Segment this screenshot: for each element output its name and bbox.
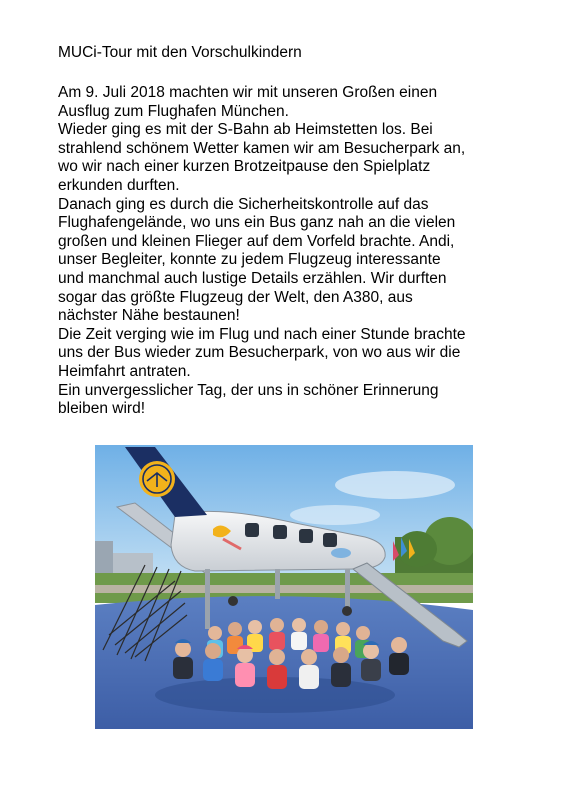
body-line: Wieder ging es mit der S-Bahn ab Heimstetten los. Bei [58,121,433,139]
playground-airplane-photo [95,445,473,729]
body-line: Die Zeit verging wie im Flug und nach einer Stunde brachte [58,325,466,343]
body-line: Ein unvergesslicher Tag, der uns in schöner Erinnerung [58,381,439,399]
body-line: Heimfahrt antraten. [58,362,191,380]
body-line: großen und kleinen Flieger auf dem Vorfeld brachte. Andi, [58,232,455,250]
body-line: uns der Bus wieder zum Besucherpark, von wo aus wir die [58,344,461,362]
body-line: Am 9. Juli 2018 machten wir mit unseren Großen einen [58,84,438,101]
body-line: und manchmal auch lustige Details erzählen. Wir durften [58,269,447,287]
document-body [58,84,518,419]
body-line: strahlend schönem Wetter kamen wir am Besucherpark an, [58,139,466,157]
body-line: Ausflug zum Flughafen München. [58,102,289,120]
body-line: unser Begleiter, konnte zu jedem Flugzeug interessante [58,251,441,269]
body-line: Flughafengelände, wo uns ein Bus ganz nah an die vielen [58,214,456,232]
body-line: nächster Nähe bestaunen! [58,307,240,325]
body-line: wo wir nach einer kurzen Brotzeitpause den Spielplatz [58,158,431,176]
body-line: Danach ging es durch die Sicherheitskontrolle auf das [58,195,429,213]
body-line: sogar das größte Flugzeug der Welt, den A380, aus [58,288,413,306]
document-title: MUCi-Tour mit den Vorschulkindern [58,44,302,61]
group-photo [95,445,473,729]
body-line: erkunden durften. [58,176,180,194]
body-line: bleiben wird! [58,400,146,418]
